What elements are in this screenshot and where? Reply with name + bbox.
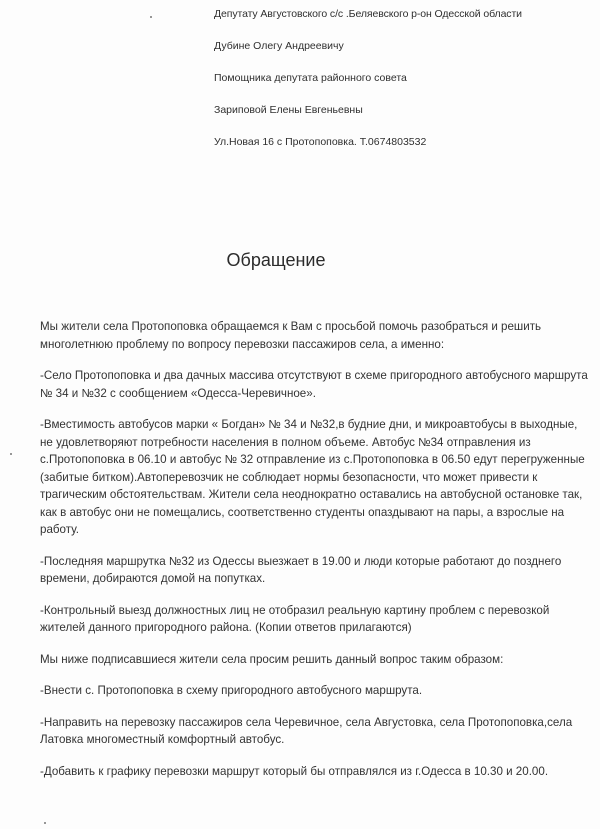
sender-name: Зариповой Елены Евгеньевны [214,104,363,116]
scan-speck [10,453,12,455]
paragraph-intro: Мы жители села Протопоповка обращаемся к Вам с просьбой помочь разобраться и решить многолетнюю проблему по вопросу перевозки пассажиров села, а именно: [40,320,542,351]
addressee-block [214,8,594,168]
paragraph-inspection: -Контрольный выезд должностных лиц не отобразил реальную картину проблем с перевозкой жителей данного пригородного района. (Копии ответов прилагаются) [40,603,550,634]
paragraph-request-intro: Мы ниже подписавшиеся жители села просим решить данный вопрос таким образом: [40,652,504,666]
paragraph-route-absence: -Село Протопоповка и два дачных массива отсутствуют в схеме пригородного автобусного маршрута № 34 и №32 с сообщением «Одесса-Черевичное». [40,369,588,400]
sender-address: Ул.Новая 16 с Протопоповка. Т.0674803532 [214,136,427,148]
scan-speck [150,16,152,18]
addressee-name: Дубине Олегу Андреевичу [214,40,344,52]
paragraph-request-add-village: -Внести с. Протопоповка в схему пригородного автобусного маршрута. [40,684,423,697]
document-title: Обращение [226,250,326,270]
paragraph-last-minibus: -Последняя маршрутка №32 из Одессы выезжает в 19.00 и люди которые работают до позднего времени, добираются домой на попутках. [40,554,562,585]
paragraph-request-bus: -Направить на перевозку пассажиров села Черевичное, села Августовка, села Протопоповка,села Латовка многоместный комфортный автобус. [40,715,573,746]
document-body [40,318,592,794]
paragraph-request-schedule: -Добавить к графику перевозки маршрут который бы отправлялся из г.Одесса в 10.30 и 20.00. [40,764,549,778]
sender-position: Помощника депутата районного совета [214,72,407,84]
scan-speck [44,822,46,824]
paragraph-bus-capacity: -Вместимость автобусов марки « Богдан» № 34 и №32,в будние дни, и микроавтобусы в выходные, не удовлетворяют потребности населения в полном объеме. Автобус №34 отправления из с.Протопоповка в 06.10 и автобус № 32 отправление из с.Протопоповка в 06.50 едут перегруженные (забитые битком).Автоперевозчик не соблюдает нормы безопасности, что может привести к трагическим обстоятельствам. Жители села неоднократно оставались на автобусной остановке так, как в автобус они не помещались, соответственно студенты опаздывают на пары, а взрослые на работу. [40,418,585,536]
addressee-deputy: Депутату Августовского с/с .Беляевского р-он Одесской области [214,8,522,20]
